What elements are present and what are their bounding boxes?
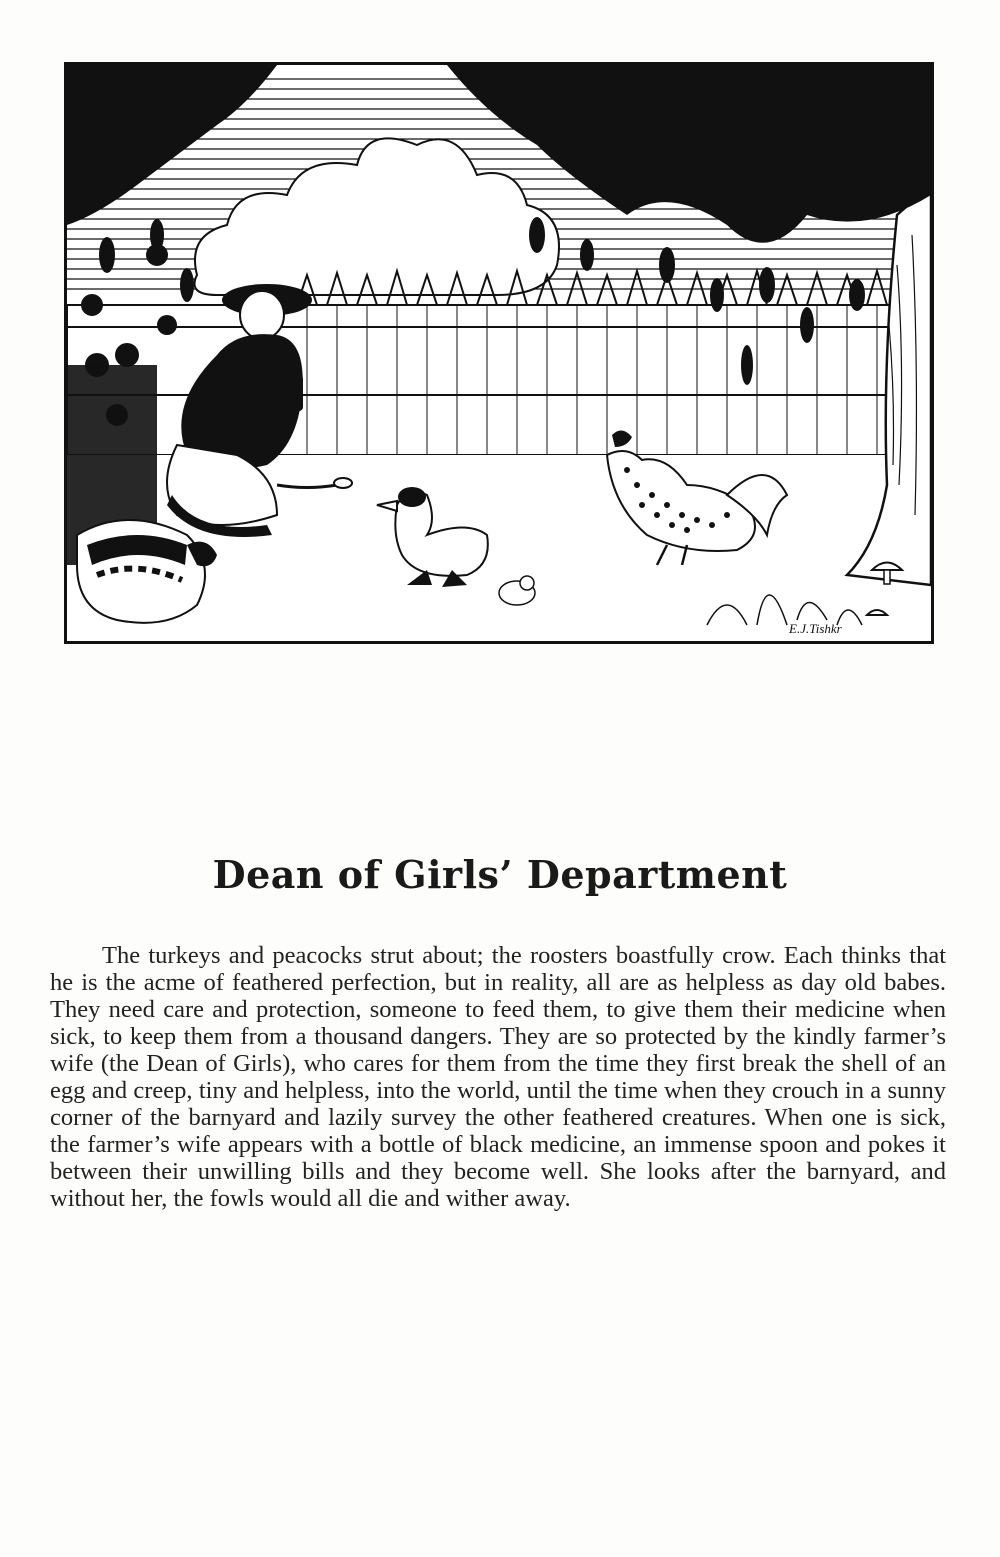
cloud — [195, 138, 560, 295]
body-paragraph: The turkeys and peacocks strut about; the roosters boastfully crow. Each thinks that he is the acme of feathered perfection, but in reality, all are as helpless as day old babes. They need care and protection, someone to feed them, to give them their medicine when sick, to keep them from a thousand dangers. They are so protected by the kindly farmer’s wife (the Dean of Girls), who cares for them from the time they first break the shell of an egg and creep, tiny and helpless, into the world, until the time when they crouch in a sunny corner of the barnyard and lazily survey the other feathered creatures. When one is sick, the farmer’s wife appears with a bottle of black medicine, an immense spoon and pokes it between their unwilling bills and they become well. She looks after the barnyard, and without her, the fowls would all die and wither away. — [50, 942, 946, 1212]
page-title: Dean of Girls’ Department — [212, 852, 788, 897]
barnyard-illustration — [64, 62, 934, 644]
medicine-bottle — [289, 375, 303, 411]
artist-signature: E.J.Tishkr — [789, 621, 842, 636]
